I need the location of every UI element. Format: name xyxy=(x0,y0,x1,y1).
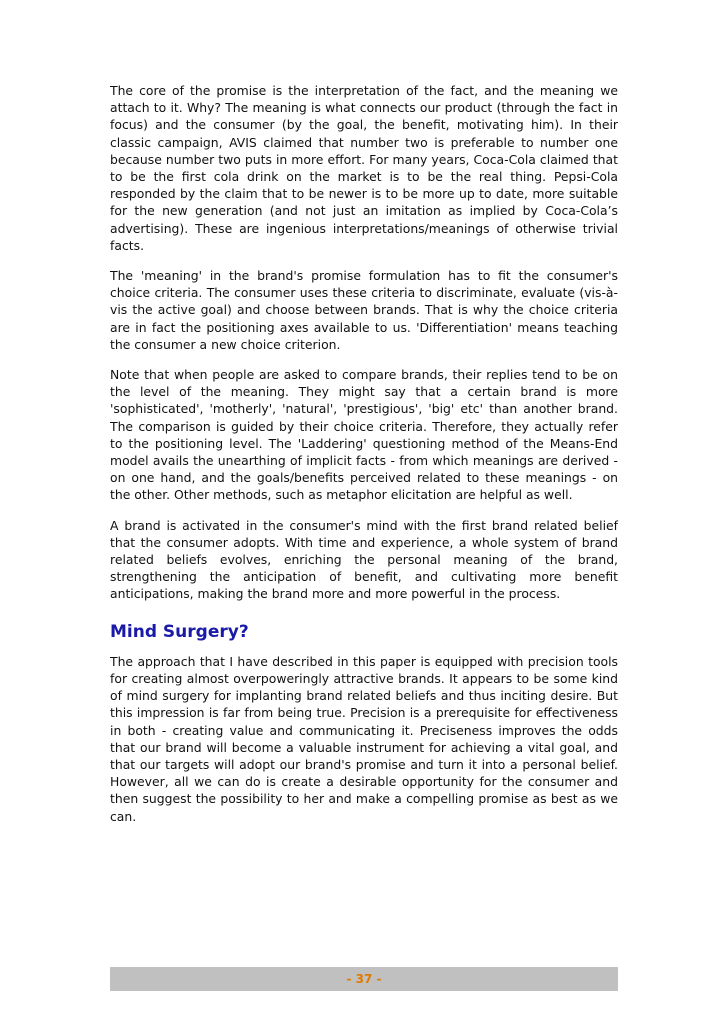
paragraph-approach: The approach that I have described in this paper is equipped with precision tools for creating almost overpoweringly attractive brands. It appears to be some kind of mind surgery for implanting brand related beliefs and thus inciting desire. But this impression is far from being true. Precision is a prerequisite for effectiveness in both - creating value and communicating it. Preciseness improves the odds that our brand will become a valuable instrument for achieving a vital goal, and that our targets will adopt our brand's promise and turn it into a personal belief. However, all we can do is create a desirable opportunity for the consumer and then suggest the possibility to her and make a compelling promise as best as we can. xyxy=(110,653,618,824)
paragraph-brand-comparison: Note that when people are asked to compare brands, their replies tend to be on the level of the meaning. They might say that a certain brand is more 'sophisticated', 'motherly', 'natural', 'prestigious', 'big' etc' than another brand. The comparison is guided by their choice criteria. Therefore, they actually refer to the positioning level. The 'Laddering' questioning method of the Means-End model avails the unearthing of implicit facts - from which meanings are derived - on one hand, and the goals/benefits perceived related to these meanings - on the other. Other methods, such as metaphor elicitation are helpful as well. xyxy=(110,367,618,503)
page-footer-bar xyxy=(110,967,618,991)
paragraph-brand-activation: A brand is activated in the consumer's mind with the first brand related belief that the consumer adopts. With time and experience, a whole system of brand related beliefs evolves, enriching the personal meaning of the brand, strengthening the anticipation of benefit, and cultivating more benefit anticipations, making the brand more and more powerful in the process. xyxy=(110,517,618,602)
section-heading-mind-surgery: Mind Surgery? xyxy=(110,621,249,642)
paragraph-promise-interpretation: The core of the promise is the interpretation of the fact, and the meaning we attach to it. Why? The meaning is what connects our product (through the fact in focus) and the consumer (by the goal, the benefit, motivating him). In their classic campaign, AVIS claimed that number two is preferable to number one because number two puts in more effort. For many years, Coca-Cola claimed that to be the first cola drink on the market is to be the real thing. Pepsi-Cola responded by the claim that to be newer is to be more up to date, more suitable for the new generation (and not just an imitation as implied by Coca-Cola’s advertising). These are ingenious interpretations/meanings of otherwise trivial facts. xyxy=(110,83,618,253)
page-number: - 37 - xyxy=(346,972,382,986)
paragraph-choice-criteria: The 'meaning' in the brand's promise formulation has to fit the consumer's choice criteria. The consumer uses these criteria to discriminate, evaluate (vis-à-vis the active goal) and choose between brands. That is why the choice criteria are in fact the positioning axes available to us. 'Differentiation' means teaching the consumer a new choice criterion. xyxy=(110,268,618,352)
page-body xyxy=(110,82,618,838)
